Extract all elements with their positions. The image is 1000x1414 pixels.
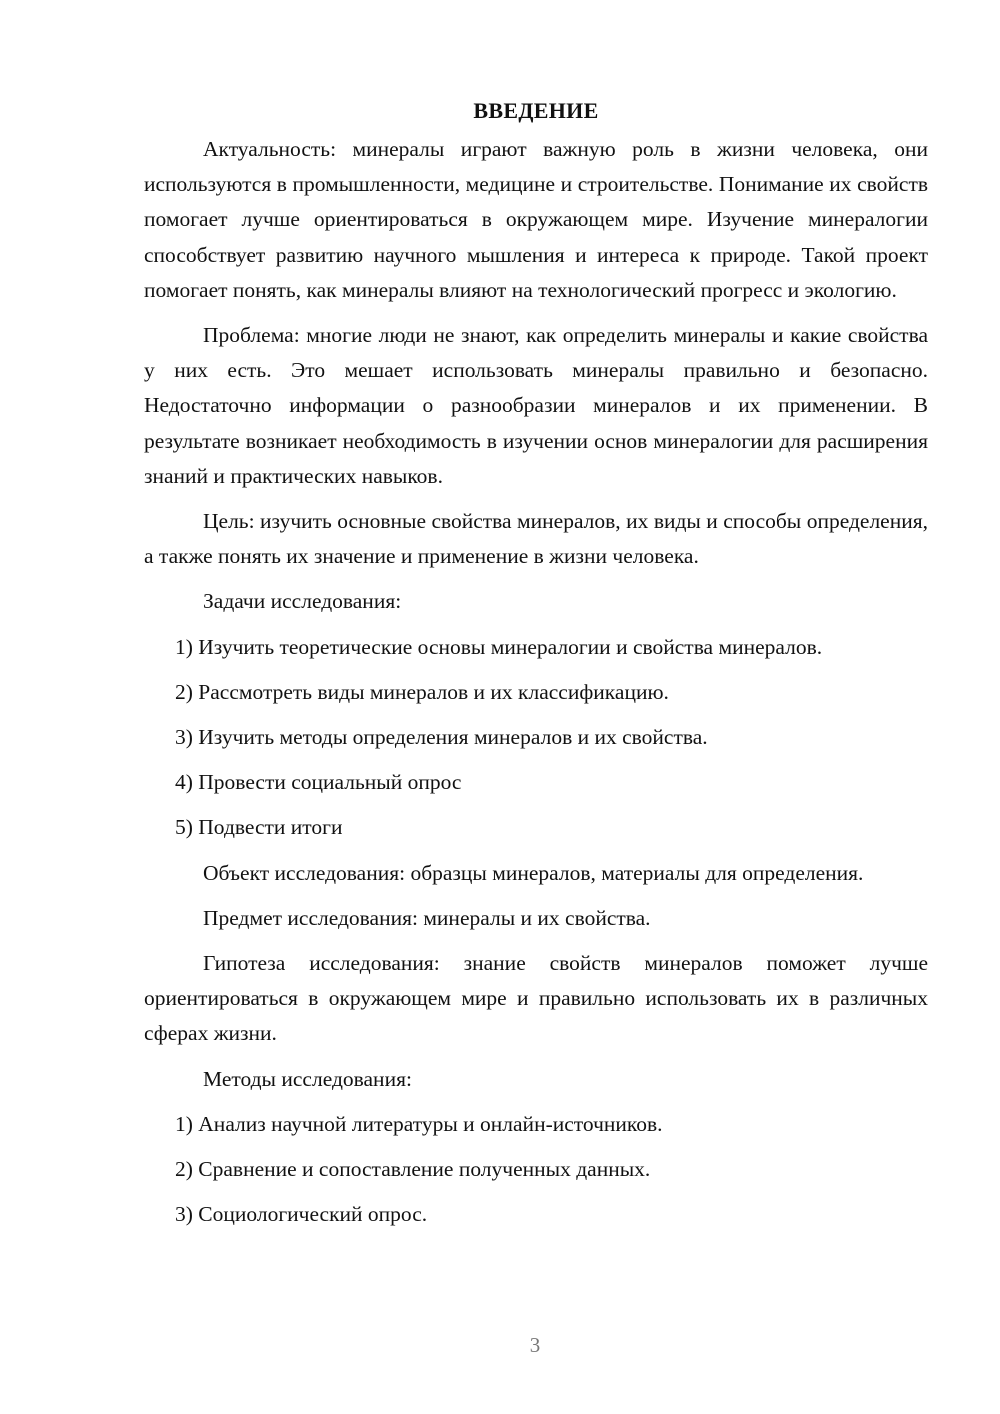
research-subject-paragraph: Предмет исследования: минералы и их свойства. (203, 905, 651, 930)
method-item-2: 2) Сравнение и сопоставление полученных данных. (175, 1157, 651, 1182)
task-item-4: 4) Провести социальный опрос (175, 770, 462, 795)
page-content (144, 96, 928, 1232)
method-item-3: 3) Социологический опрос. (175, 1202, 428, 1227)
task-item-1: 1) Изучить теоретические основы минералогии и свойства минералов. (175, 634, 823, 659)
goal-paragraph: Цель: изучить основные свойства минералов, их виды и способы определения, а также понять их значение и применение в жизни человека. (144, 509, 928, 569)
research-object-paragraph: Объект исследования: образцы минералов, материалы для определения. (203, 860, 864, 885)
task-item-3: 3) Изучить методы определения минералов и их свойства. (175, 725, 708, 750)
research-hypothesis-paragraph: Гипотеза исследования: знание свойств минералов поможет лучше ориентироваться в окружающем мире и правильно использовать их в различных сферах жизни. (144, 951, 928, 1046)
problem-paragraph: Проблема: многие люди не знают, как определить минералы и какие свойства у них есть. Это мешает использовать минералы правильно и безопасно. Недостаточно информации о разнообразии минералов и их применении. В результате возникает необходимость в изучении основ минералогии для расширения знаний и практических навыков. (144, 323, 928, 488)
task-item-2: 2) Рассмотреть виды минералов и их классификацию. (175, 679, 669, 704)
page-number: 3 (529, 1333, 541, 1357)
relevance-paragraph: Актуальность: минералы играют важную роль в жизни человека, они используются в промышленности, медицине и строительстве. Понимание их свойств помогает лучше ориентироваться в окружающем мире. Изучение минералогии способствует развитию научного мышления и интереса к природе. Такой проект помогает понять, как минералы влияют на технологический прогресс и экологию. (144, 137, 928, 302)
method-item-1: 1) Анализ научной литературы и онлайн-источников. (175, 1111, 663, 1136)
tasks-heading: Задачи исследования: (203, 589, 402, 614)
task-item-5: 5) Подвести итоги (175, 815, 343, 840)
methods-heading: Методы исследования: (203, 1066, 412, 1091)
section-title: ВВЕДЕНИЕ (473, 98, 599, 123)
